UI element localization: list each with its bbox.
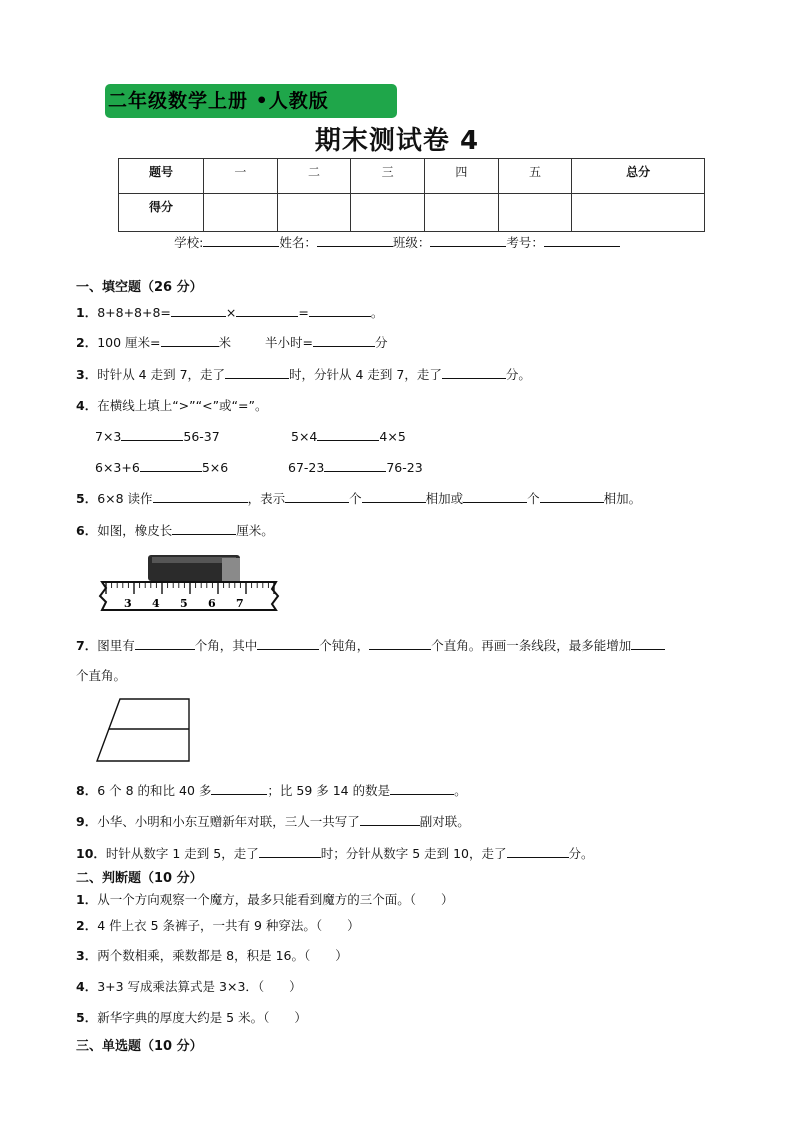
question-text: 6 个 8 的和比 40 多 <box>97 783 212 798</box>
question-text: 米 <box>218 335 232 350</box>
question-text: 小华、小明和小东互赠新年对联，三人一共写了 <box>97 814 360 829</box>
question-8 <box>76 781 467 799</box>
question-text: 时针从 4 走到 7，走了 <box>97 367 226 382</box>
trapezoid-shape <box>97 699 189 761</box>
score-table-header: 二 <box>277 159 351 194</box>
school-label: 学校: <box>174 235 204 250</box>
question-text: 分 <box>375 335 388 350</box>
compare-item-2 <box>291 428 406 444</box>
question-number: 1． <box>76 305 98 320</box>
answer-blank[interactable] <box>540 490 604 503</box>
question-6 <box>76 521 274 539</box>
compare-item-3 <box>95 459 228 475</box>
question-text: 4 件上衣 5 条裤子，一共有 9 种穿法。（ ） <box>97 918 360 933</box>
answer-blank[interactable] <box>259 845 321 858</box>
name-label: 姓名： <box>279 235 317 250</box>
question-number: 9． <box>76 814 98 829</box>
question-text: 个钝角， <box>319 638 370 653</box>
expression: 56-37 <box>183 429 220 444</box>
ruler-label: 7 <box>236 597 244 610</box>
question-text: 6×8 读作 <box>97 491 153 506</box>
question-text: 图里有 <box>97 638 135 653</box>
question-text: ，表示 <box>247 491 286 506</box>
judge-item <box>76 977 302 995</box>
expression: 5×4 <box>291 429 318 444</box>
answer-blank[interactable] <box>172 522 236 535</box>
answer-blank[interactable] <box>140 459 202 472</box>
question-text: = <box>298 305 309 320</box>
question-text: 。 <box>454 783 467 798</box>
question-3 <box>76 365 531 383</box>
student-info <box>0 233 794 251</box>
score-table-header: 四 <box>425 159 499 194</box>
answer-blank[interactable] <box>442 366 506 379</box>
section-2-heading: 二、判断题（10 分） <box>76 871 203 886</box>
answer-blank[interactable] <box>390 782 454 795</box>
answer-blank[interactable] <box>317 428 379 441</box>
answer-blank[interactable] <box>161 334 219 347</box>
question-text: 分。 <box>505 367 531 382</box>
question-number: 3． <box>76 948 98 963</box>
compare-item-4 <box>288 459 423 475</box>
score-cell[interactable] <box>204 194 278 232</box>
expression: 5×6 <box>201 460 229 475</box>
question-7 <box>76 636 665 654</box>
page-title: 期末测试卷 4 <box>314 126 480 156</box>
question-number: 3． <box>76 367 98 382</box>
score-row-label: 得分 <box>119 194 204 232</box>
answer-blank[interactable] <box>225 366 289 379</box>
exam-no-blank[interactable] <box>544 234 620 247</box>
ruler-eraser-figure <box>96 552 286 622</box>
question-number: 1． <box>76 892 98 907</box>
question-text: 3+3 写成乘法算式是 3×3．（ ） <box>97 979 302 994</box>
name-blank[interactable] <box>317 234 393 247</box>
answer-blank[interactable] <box>362 490 426 503</box>
question-number: 5． <box>76 1010 98 1025</box>
score-table-header: 三 <box>351 159 425 194</box>
question-number: 8． <box>76 783 98 798</box>
answer-blank[interactable] <box>631 637 665 650</box>
question-text: 个直角。 <box>76 668 127 683</box>
class-label: 班级： <box>392 235 431 250</box>
answer-blank[interactable] <box>121 428 183 441</box>
score-cell[interactable] <box>498 194 572 232</box>
question-number: 4． <box>76 398 98 413</box>
answer-blank[interactable] <box>360 813 420 826</box>
school-blank[interactable] <box>203 234 279 247</box>
expression: 7×3 <box>95 429 122 444</box>
answer-blank[interactable] <box>257 637 319 650</box>
answer-blank[interactable] <box>324 459 386 472</box>
question-number: 10． <box>76 846 106 861</box>
judge-item <box>76 946 348 964</box>
class-blank[interactable] <box>430 234 506 247</box>
question-4 <box>76 396 267 414</box>
grade-badge-text: 二年级数学上册 •人教版 <box>108 90 329 112</box>
question-5 <box>76 489 641 507</box>
answer-blank[interactable] <box>369 637 431 650</box>
question-number: 2． <box>76 918 98 933</box>
expression: 76-23 <box>386 460 423 475</box>
answer-blank[interactable] <box>507 845 569 858</box>
ruler-label: 4 <box>152 597 160 610</box>
question-text: 从一个方向观察一个魔方，最多只能看到魔方的三个面。（ ） <box>97 892 454 907</box>
question-10 <box>76 844 594 862</box>
score-cell[interactable] <box>277 194 351 232</box>
question-number: 7． <box>76 638 98 653</box>
question-text: 两个数相乘，乘数都是 8，积是 16。（ ） <box>97 948 348 963</box>
score-table-header: 五 <box>498 159 572 194</box>
question-text: 相加或 <box>425 491 464 506</box>
score-table <box>118 158 705 232</box>
answer-blank[interactable] <box>135 637 195 650</box>
ruler-label: 3 <box>124 597 132 610</box>
expression: 4×5 <box>379 429 406 444</box>
question-text: 新华字典的厚度大约是 5 米。（ ） <box>97 1010 307 1025</box>
compare-item-1 <box>95 428 220 444</box>
question-text: 相加。 <box>603 491 642 506</box>
question-number: 5． <box>76 491 98 506</box>
question-text: 时针从数字 1 走到 5，走了 <box>105 846 259 861</box>
question-text: 。 <box>370 305 384 320</box>
ruler-label: 6 <box>208 597 216 610</box>
question-number: 4． <box>76 979 98 994</box>
score-cell[interactable] <box>572 194 705 232</box>
question-text: 如图，橡皮长 <box>97 523 173 538</box>
question-text: 时，分针从 4 走到 7，走了 <box>289 367 442 382</box>
question-number: 2． <box>76 335 98 350</box>
answer-blank[interactable] <box>153 490 248 503</box>
question-2 <box>76 333 388 351</box>
question-text: 8+8+8+8= <box>97 305 171 320</box>
judge-item <box>76 916 360 934</box>
judge-item <box>76 1008 307 1026</box>
question-text: 100 厘米= <box>97 335 161 350</box>
question-text: 厘米。 <box>236 523 274 538</box>
question-text: 半小时= <box>265 335 314 350</box>
answer-blank[interactable] <box>236 304 298 317</box>
angle-figure <box>94 696 194 764</box>
eraser-sleeve <box>222 558 240 581</box>
score-cell[interactable] <box>425 194 499 232</box>
ruler-label: 5 <box>180 597 188 610</box>
question-number: 6． <box>76 523 98 538</box>
score-table-header: 题号 <box>119 159 204 194</box>
question-text: 个角，其中 <box>194 638 258 653</box>
answer-blank[interactable] <box>463 490 527 503</box>
question-7-cont <box>76 666 126 684</box>
section-1-heading: 一、填空题（26 分） <box>76 280 203 295</box>
expression: 6×3+6 <box>95 460 140 475</box>
question-text: ；比 59 多 14 的数是 <box>267 783 391 798</box>
answer-blank[interactable] <box>171 304 226 317</box>
exam-no-label: 考号： <box>506 235 544 250</box>
score-cell[interactable] <box>351 194 425 232</box>
score-table-header: 一 <box>204 159 278 194</box>
answer-blank[interactable] <box>211 782 267 795</box>
expression: 67-23 <box>288 460 325 475</box>
answer-blank[interactable] <box>285 490 349 503</box>
question-text: 在横线上填上“>”“<”或“=”。 <box>97 398 268 413</box>
score-table-header: 总分 <box>572 159 705 194</box>
question-text: 分。 <box>568 846 594 861</box>
answer-blank[interactable] <box>309 304 371 317</box>
answer-blank[interactable] <box>313 334 375 347</box>
question-1 <box>76 303 383 321</box>
question-9 <box>76 812 470 830</box>
judge-item <box>76 890 453 908</box>
question-text: × <box>225 305 237 320</box>
question-text: 副对联。 <box>419 814 470 829</box>
question-text: 个直角。再画一条线段，最多能增加 <box>431 638 632 653</box>
question-text: 个 <box>527 491 540 506</box>
question-text: 时；分针从数字 5 走到 10，走了 <box>320 846 507 861</box>
section-3-heading: 三、单选题（10 分） <box>76 1039 203 1054</box>
question-text: 个 <box>349 491 362 506</box>
